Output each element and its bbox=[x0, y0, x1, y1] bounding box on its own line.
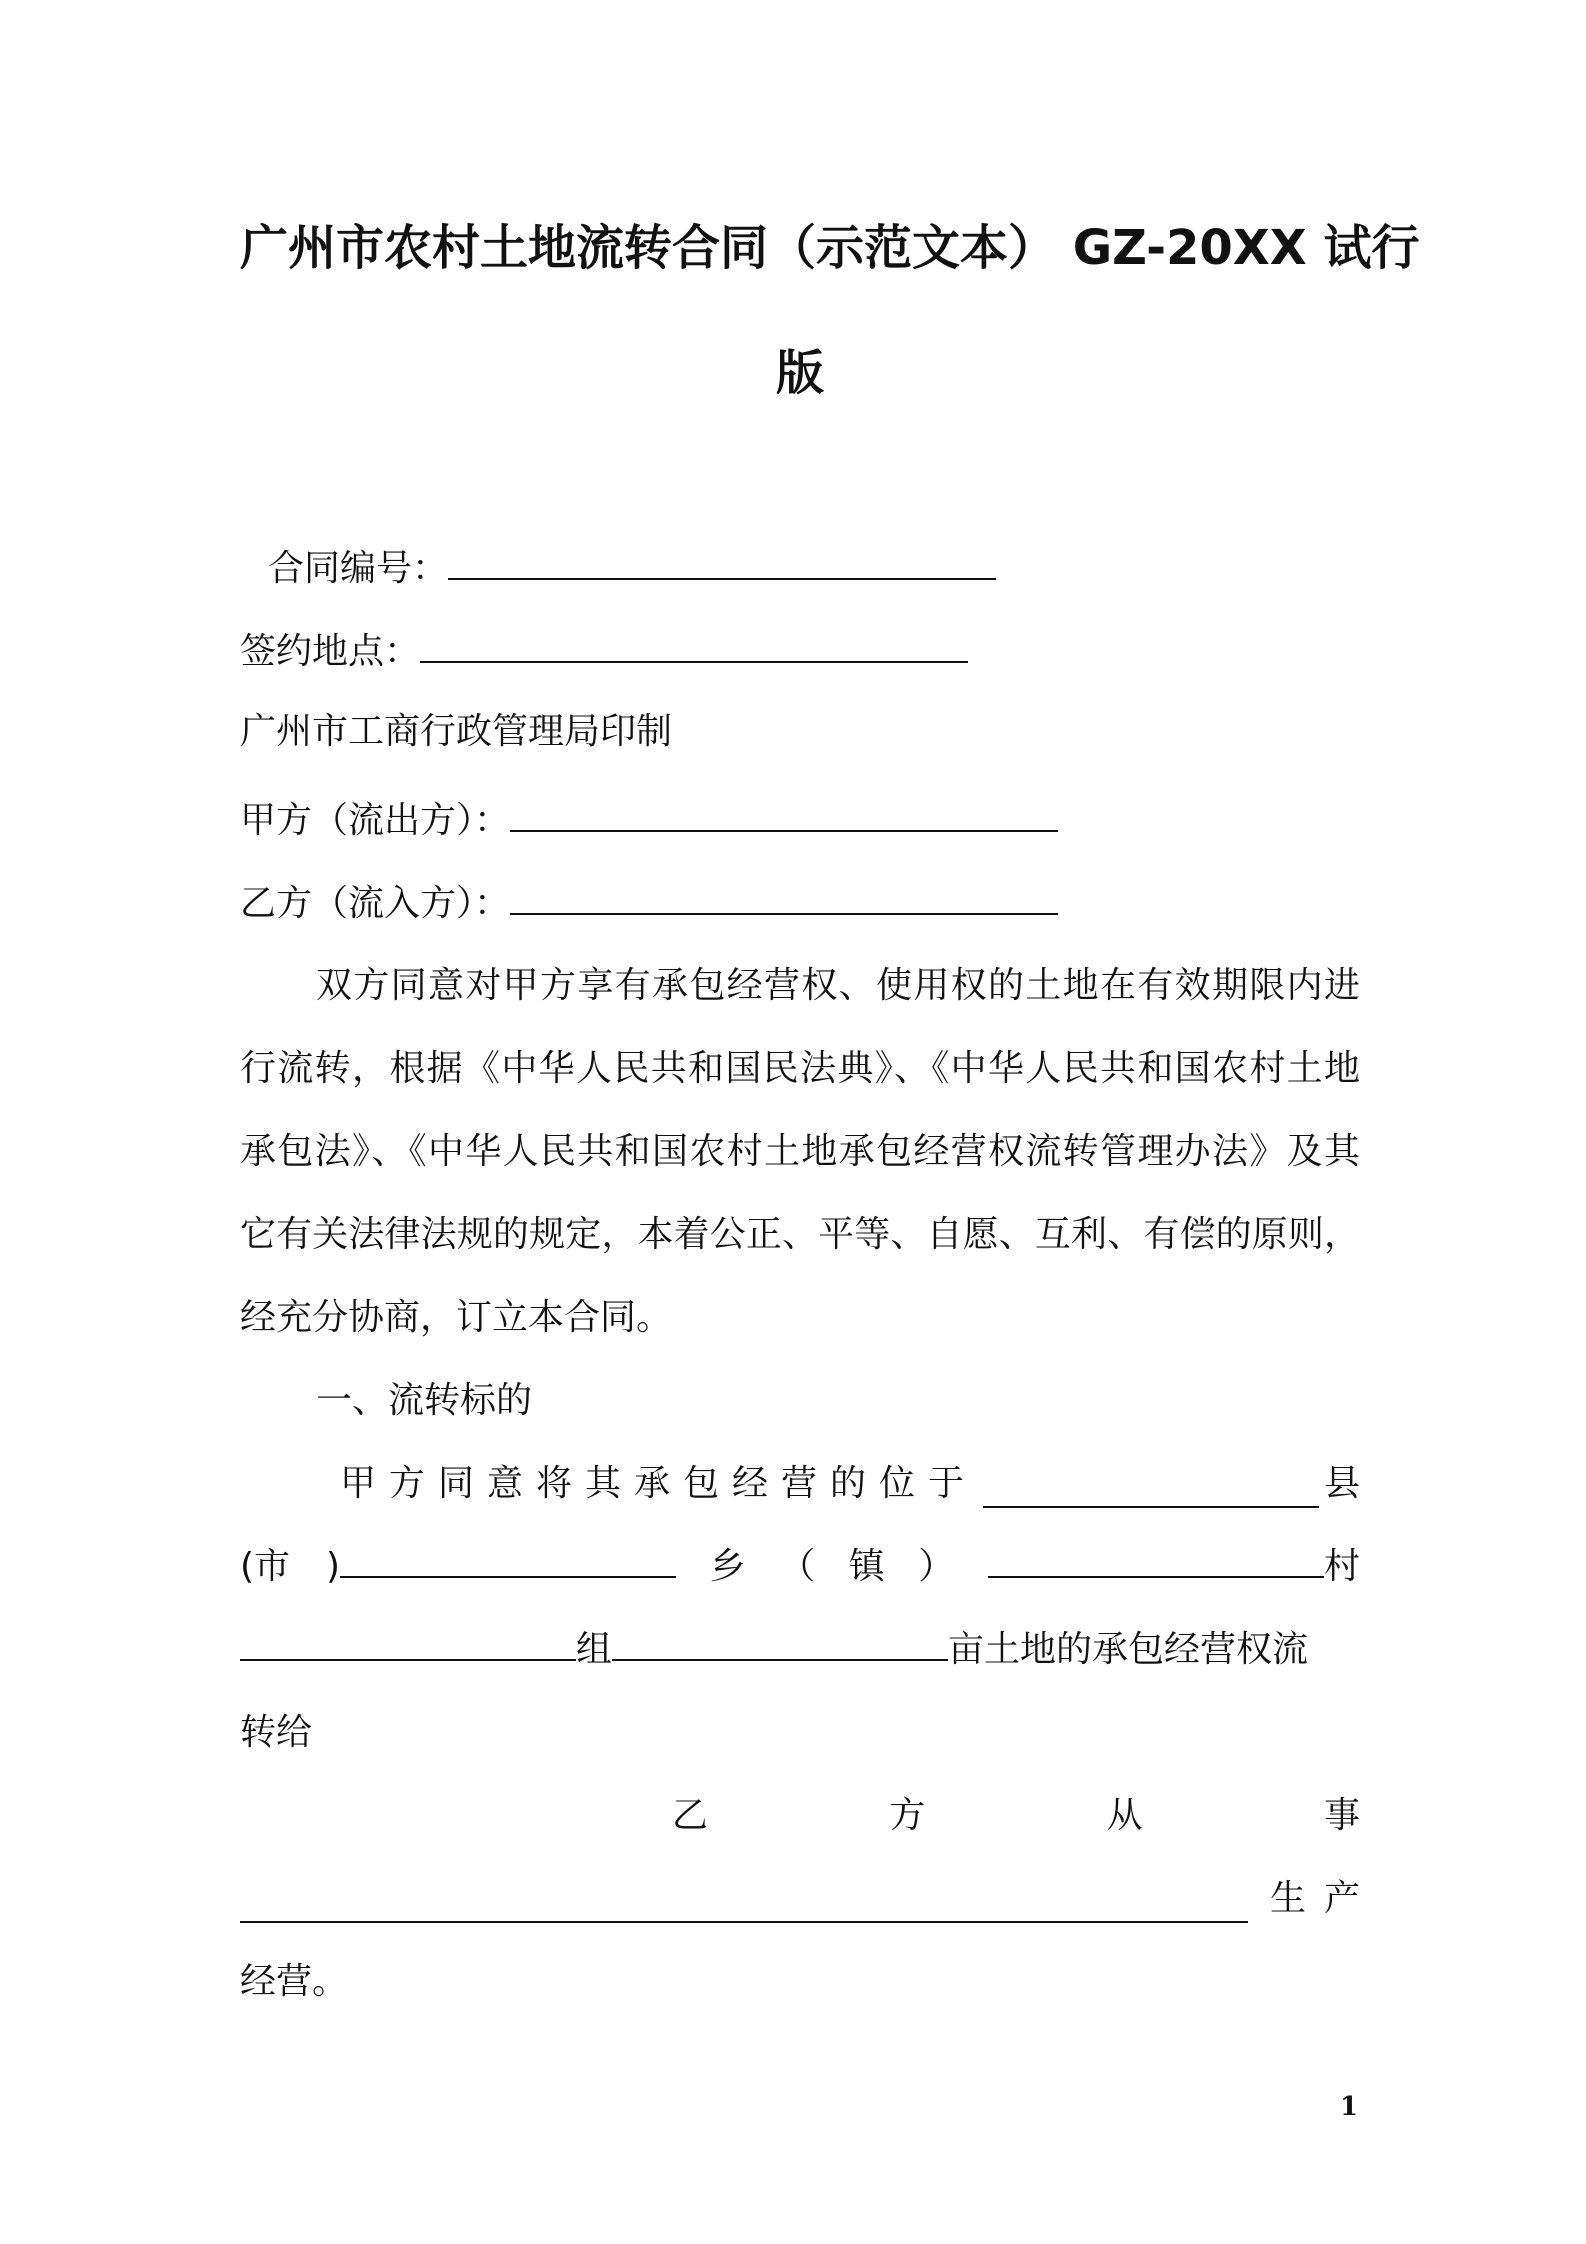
city-blank[interactable] bbox=[340, 1544, 676, 1578]
group-blank[interactable] bbox=[240, 1627, 576, 1661]
preamble-line-5: 经充分协商，订立本合同。 bbox=[240, 1297, 673, 1338]
signing-place-label: 签约地点： bbox=[240, 631, 421, 672]
area-blank[interactable] bbox=[612, 1627, 948, 1661]
party-a-blank[interactable] bbox=[510, 798, 1058, 832]
document-title-line2: 版 bbox=[775, 345, 824, 401]
town-label: 镇 bbox=[848, 1546, 885, 1587]
village-label: 村 bbox=[1323, 1546, 1360, 1587]
preamble-line-2: 行流转，根据《中华人民共和国民法典》、《中华人民共和国农村土地 bbox=[240, 1048, 1360, 1089]
preamble-line-4: 它有关法律法规的规定，本着公正、平等、自愿、互利、有偿的原则， bbox=[240, 1214, 1360, 1255]
party-b-blank[interactable] bbox=[510, 881, 1058, 915]
preamble-line-1: 双方同意对甲方享有承包经营权、使用权的土地在有效期限内进 bbox=[316, 965, 1360, 1006]
contract-number-row bbox=[268, 545, 996, 593]
contract-number-label: 合同编号： bbox=[268, 548, 449, 589]
page-number: 1 bbox=[1340, 2092, 1359, 2122]
city-label bbox=[240, 1543, 676, 1591]
section-1-line-5 bbox=[672, 1792, 1360, 1840]
contract-number-blank[interactable] bbox=[448, 546, 996, 580]
section-1-line-2 bbox=[240, 1543, 1360, 1591]
party-a-row bbox=[240, 797, 1058, 845]
party-b-label: 乙方（流入方）： bbox=[240, 883, 511, 924]
preamble-line-3: 承包法》、《中华人民共和国农村土地承包经营权流转管理办法》及其 bbox=[240, 1131, 1360, 1172]
section-1-line-3 bbox=[240, 1626, 1360, 1674]
document-title-line1: 广州市农村土地流转合同（示范文本） GZ-20XX 试行 bbox=[240, 220, 1420, 276]
village-group bbox=[988, 1543, 1360, 1591]
engage-char-1: 从 bbox=[1106, 1795, 1143, 1836]
county-label: 县 bbox=[1323, 1463, 1360, 1504]
section-1-line-1 bbox=[340, 1460, 1360, 1508]
city-label-text: (市 ) bbox=[240, 1546, 341, 1587]
party-b-char-1: 乙 bbox=[672, 1795, 709, 1836]
signing-place-blank[interactable] bbox=[420, 629, 968, 663]
engage-char-2: 事 bbox=[1323, 1795, 1360, 1836]
area-text: 亩土地的承包经营权流 bbox=[948, 1629, 1309, 1670]
township-open-paren: （ bbox=[779, 1546, 816, 1587]
transfer-location-text: 甲方同意将其承包经营的位于 bbox=[340, 1463, 978, 1504]
county-blank[interactable] bbox=[983, 1474, 1319, 1508]
business-type-blank[interactable] bbox=[240, 1889, 1248, 1923]
village-blank[interactable] bbox=[988, 1544, 1324, 1578]
production-label: 生产 bbox=[1269, 1878, 1378, 1919]
section-1-line-7: 经营。 bbox=[240, 1961, 349, 2002]
printer-note: 广州市工商行政管理局印制 bbox=[240, 711, 673, 752]
party-a-label: 甲方（流出方）： bbox=[240, 800, 511, 841]
group-label: 组 bbox=[576, 1629, 613, 1670]
signing-place-row bbox=[240, 628, 968, 676]
party-b-row bbox=[240, 880, 1058, 928]
section-1-heading: 一、流转标的 bbox=[316, 1380, 533, 1421]
section-1-line-4: 转给 bbox=[240, 1712, 313, 1753]
section-1-line-6 bbox=[240, 1875, 1378, 1923]
party-b-char-2: 方 bbox=[889, 1795, 926, 1836]
township-close-paren: ） bbox=[918, 1546, 955, 1587]
township-label: 乡 bbox=[709, 1546, 746, 1587]
